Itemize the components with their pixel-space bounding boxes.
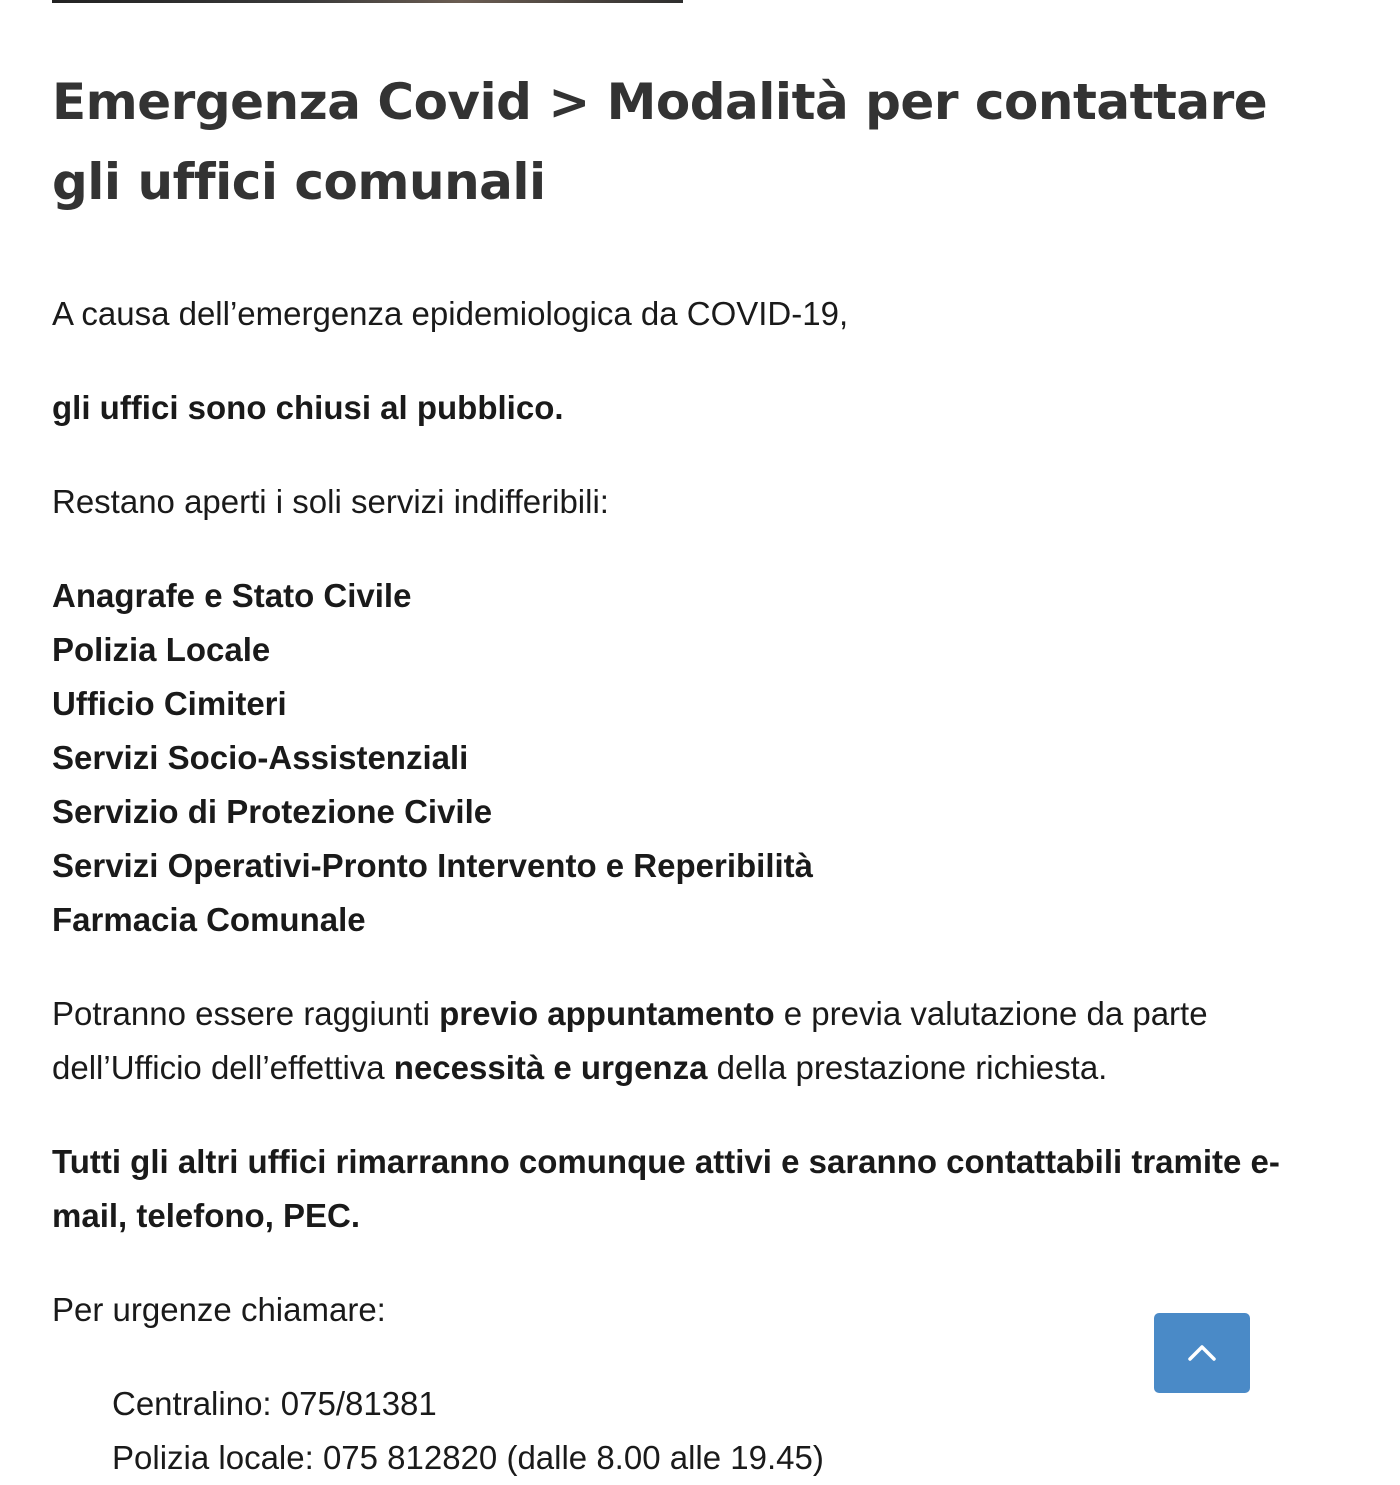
other-offices-notice: Tutti gli altri uffici rimarranno comunque attivi e saranno contattabili tramite e-mail, telefono, PEC. xyxy=(52,1143,1280,1234)
service-item: Farmacia Comunale xyxy=(52,901,366,938)
open-services-intro: Restano aperti i soli servizi indifferibili: xyxy=(52,483,609,520)
back-to-top-button[interactable] xyxy=(1154,1313,1250,1393)
contacts-list xyxy=(112,1377,1302,1485)
appointment-bold-1: previo appuntamento xyxy=(439,995,775,1032)
article-content xyxy=(52,62,1302,1485)
appointment-bold-2: necessità e urgenza xyxy=(393,1049,708,1086)
closed-notice: gli uffici sono chiusi al pubblico. xyxy=(52,389,564,426)
service-item: Servizi Socio-Assistenziali xyxy=(52,739,469,776)
header-image-edge xyxy=(52,0,683,3)
appointment-paragraph xyxy=(52,987,1302,1095)
urgent-intro: Per urgenze chiamare: xyxy=(52,1291,386,1328)
chevron-up-icon xyxy=(1187,1344,1217,1362)
intro-paragraph: A causa dell’emergenza epidemiologica da COVID-19, xyxy=(52,295,849,332)
service-item: Ufficio Cimiteri xyxy=(52,685,287,722)
service-item: Polizia Locale xyxy=(52,631,271,668)
service-item: Anagrafe e Stato Civile xyxy=(52,577,412,614)
appointment-text-1: Potranno essere raggiunti xyxy=(52,995,440,1032)
appointment-text-3: della prestazione richiesta. xyxy=(707,1049,1108,1086)
appointment-text-2: e previa valutazione da parte dell’Ufficio dell’effettiva xyxy=(52,995,1208,1086)
contact-item: Polizia locale: 075 812820 (dalle 8.00 alle 19.45) xyxy=(112,1439,824,1476)
contact-item: Centralino: 075/81381 xyxy=(112,1385,437,1422)
service-item: Servizi Operativi-Pronto Intervento e Reperibilità xyxy=(52,847,814,884)
services-list xyxy=(52,569,1302,947)
service-item: Servizio di Protezione Civile xyxy=(52,793,493,830)
page-title: Emergenza Covid > Modalità per contattare gli uffici comunali xyxy=(52,73,1268,211)
